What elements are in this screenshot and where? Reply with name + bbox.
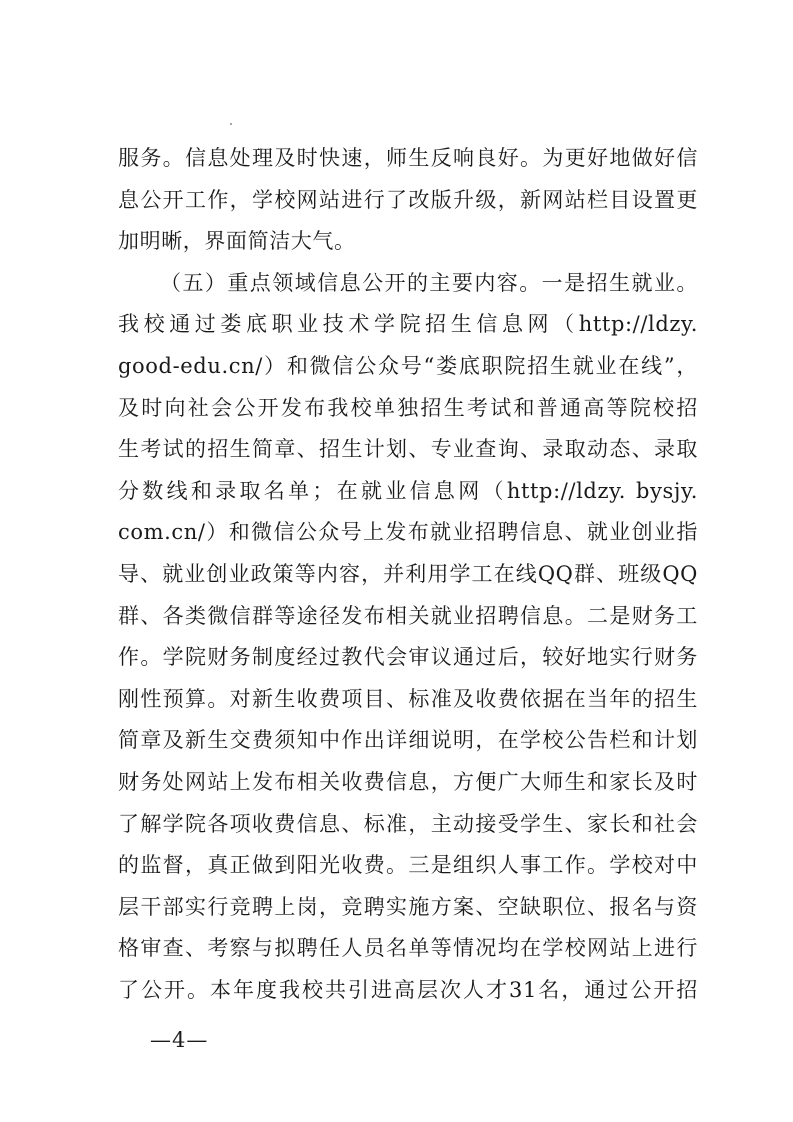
text-line: 我校通过娄底职业技术学院招生信息网（http://ldzy. <box>118 312 698 337</box>
section-heading-line: （五）重点领域信息公开的主要内容。一是招生就业。 <box>160 270 698 295</box>
text-line: 加明晰，界面简洁大气。 <box>118 229 356 254</box>
text-line: 简章及新生交费须知中作出详细说明，在学校公告栏和计划 <box>118 728 698 753</box>
text-line: 财务处网站上发布相关收费信息，方便广大师生和家长及时 <box>118 769 698 794</box>
text-line: 了解学院各项收费信息、标准，主动接受学生、家长和社会 <box>118 811 698 836</box>
text-line: good-edu.cn/）和微信公众号“娄底职院招生就业在线”， <box>118 353 698 378</box>
text-line: 群、各类微信群等途径发布相关就业招聘信息。二是财务工 <box>118 603 698 628</box>
text-line: 分数线和录取名单；在就业信息网（http://ldzy. bysjy. <box>118 478 698 503</box>
text-line: 息公开工作，学校网站进行了改版升级，新网站栏目设置更 <box>118 187 698 212</box>
body-text <box>118 138 698 1011</box>
text-line: 格审查、考察与拟聘任人员名单等情况均在学校网站上进行 <box>118 936 698 961</box>
text-line: 的监督，真正做到阳光收费。三是组织人事工作。学校对中 <box>118 853 698 878</box>
text-line: 作。学院财务制度经过教代会审议通过后，较好地实行财务 <box>118 645 698 670</box>
page-number: —4— <box>150 1028 209 1052</box>
text-line: 刚性预算。对新生收费项目、标准及收费依据在当年的招生 <box>118 686 698 711</box>
scan-dot <box>230 123 232 125</box>
text-line: 服务。信息处理及时快速，师生反响良好。为更好地做好信 <box>118 146 698 170</box>
text-line: 及时向社会公开发布我校单独招生考试和普通高等院校招 <box>118 395 698 420</box>
text-line: 导、就业创业政策等内容，并利用学工在线QQ群、班级QQ <box>118 561 698 586</box>
text-line: 层干部实行竞聘上岗，竞聘实施方案、空缺职位、报名与资 <box>118 894 698 919</box>
text-line: 生考试的招生简章、招生计划、专业查询、录取动态、录取 <box>118 437 698 462</box>
text-line: 了公开。本年度我校共引进高层次人才31名，通过公开招 <box>118 977 698 1002</box>
text-line: com.cn/）和微信公众号上发布就业招聘信息、就业创业指 <box>118 520 698 545</box>
